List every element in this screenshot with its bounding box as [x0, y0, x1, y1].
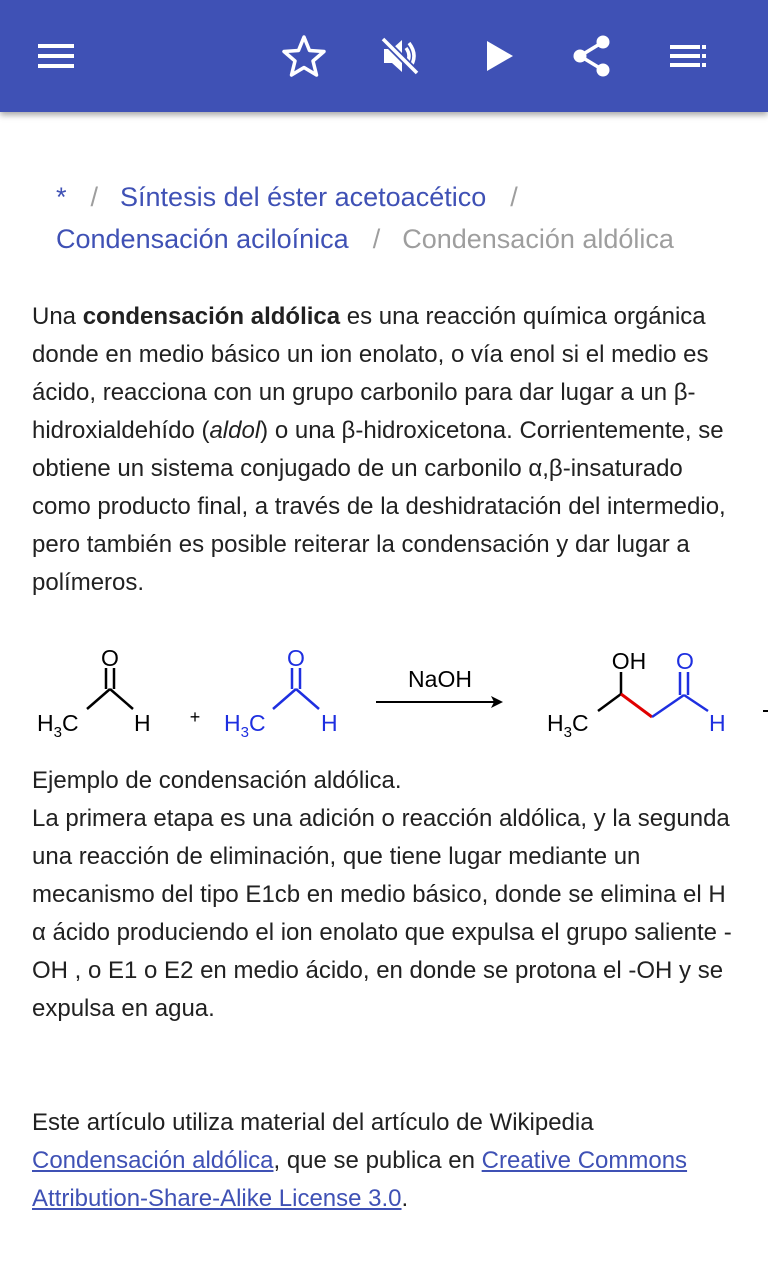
- molecule1-oxygen: O: [101, 645, 119, 671]
- intro-bold-term: condensación aldólica: [82, 303, 341, 330]
- mute-button[interactable]: [372, 28, 428, 84]
- spacer: [32, 1028, 742, 1104]
- menu-button[interactable]: [28, 28, 84, 84]
- molecule2-methyl: $H_3C$: [224, 710, 266, 741]
- mechanism-paragraph: La primera etapa es una adición o reacción aldólica, y la segunda una reacción de eliminación, que tiene lugar mediante un mecanismo del tipo E1cb en medio básico, donde se elimina el H α ácido produciendo el ion enolato que expulsa el grupo saliente -OH , o E1 o E2 en medio ácido, en donde se protona el -OH y se expulsa en agua.: [32, 805, 732, 1022]
- wikipedia-article-link[interactable]: Condensación aldólica: [32, 1147, 274, 1174]
- product-methyl: $H_3C$: [547, 710, 589, 741]
- attribution-paragraph: [32, 1104, 742, 1218]
- intro-text-middle: es una reacción química orgánica donde en medio básico un ion enolato, o vía enol si el medio es ácido, reacciona con un grupo carbonilo para dar lugar a un β-hidroxialdehído (: [32, 303, 709, 444]
- breadcrumb-separator: /: [510, 182, 518, 212]
- breadcrumb-separator: /: [372, 224, 381, 254]
- intro-text-start: Una: [32, 303, 83, 330]
- breadcrumb-link-ester[interactable]: Síntesis del éster acetoacético: [120, 182, 487, 212]
- star-icon: [282, 34, 326, 78]
- article-content: [32, 298, 742, 1218]
- play-icon: [478, 36, 518, 76]
- plus-sign: +: [189, 707, 201, 727]
- intro-paragraph: [32, 298, 742, 602]
- product-hydroxyl: OH: [611, 648, 647, 674]
- aldol-reaction-diagram: [32, 632, 768, 752]
- molecule2-oxygen: O: [287, 645, 305, 671]
- attribution-text-middle: , que se publica en: [273, 1147, 482, 1174]
- breadcrumb-current: Condensación aldólica: [402, 224, 674, 254]
- intro-italic-term: aldol: [209, 417, 261, 444]
- breadcrumb-link-aciloinica[interactable]: Condensación aciloínica: [56, 224, 349, 254]
- intro-text-end: ) o una β-hidroxicetona. Corrientemente, se obtiene un sistema conjugado de un carbonilo α,β-insaturado como producto final, a través de la deshidratación del intermedio, pero también es posible reiterar la condensación y dar lugar a polímeros.: [32, 417, 726, 596]
- share-button[interactable]: [564, 28, 620, 84]
- menu-icon: [36, 36, 76, 76]
- play-button[interactable]: [470, 28, 526, 84]
- breadcrumb-home[interactable]: *: [56, 182, 67, 212]
- attribution-text-start: Este artículo utiliza material del artículo de Wikipedia: [32, 1109, 594, 1136]
- share-icon: [570, 34, 614, 78]
- app-toolbar: [0, 0, 768, 112]
- molecule2-hydrogen: H: [321, 710, 338, 736]
- attribution-text-end: .: [401, 1185, 409, 1212]
- product-oxygen: O: [676, 648, 694, 674]
- volume-off-icon: [378, 34, 422, 78]
- breadcrumb-separator: /: [90, 182, 99, 212]
- molecule1-methyl: $H_3C$: [37, 710, 79, 741]
- list-icon: [668, 36, 708, 76]
- breadcrumb: [56, 176, 736, 260]
- figure-caption: Ejemplo de condensación aldólica.: [32, 767, 402, 794]
- reaction-figure[interactable]: [32, 632, 768, 752]
- reagent-label: NaOH: [408, 666, 472, 692]
- product-hydrogen: H: [709, 710, 726, 736]
- license-link[interactable]: Creative Commons Attribution-Share-Alike License 3.0: [32, 1147, 688, 1212]
- contents-button[interactable]: [660, 28, 716, 84]
- favorite-button[interactable]: [276, 28, 332, 84]
- molecule1-hydrogen: H: [134, 710, 151, 736]
